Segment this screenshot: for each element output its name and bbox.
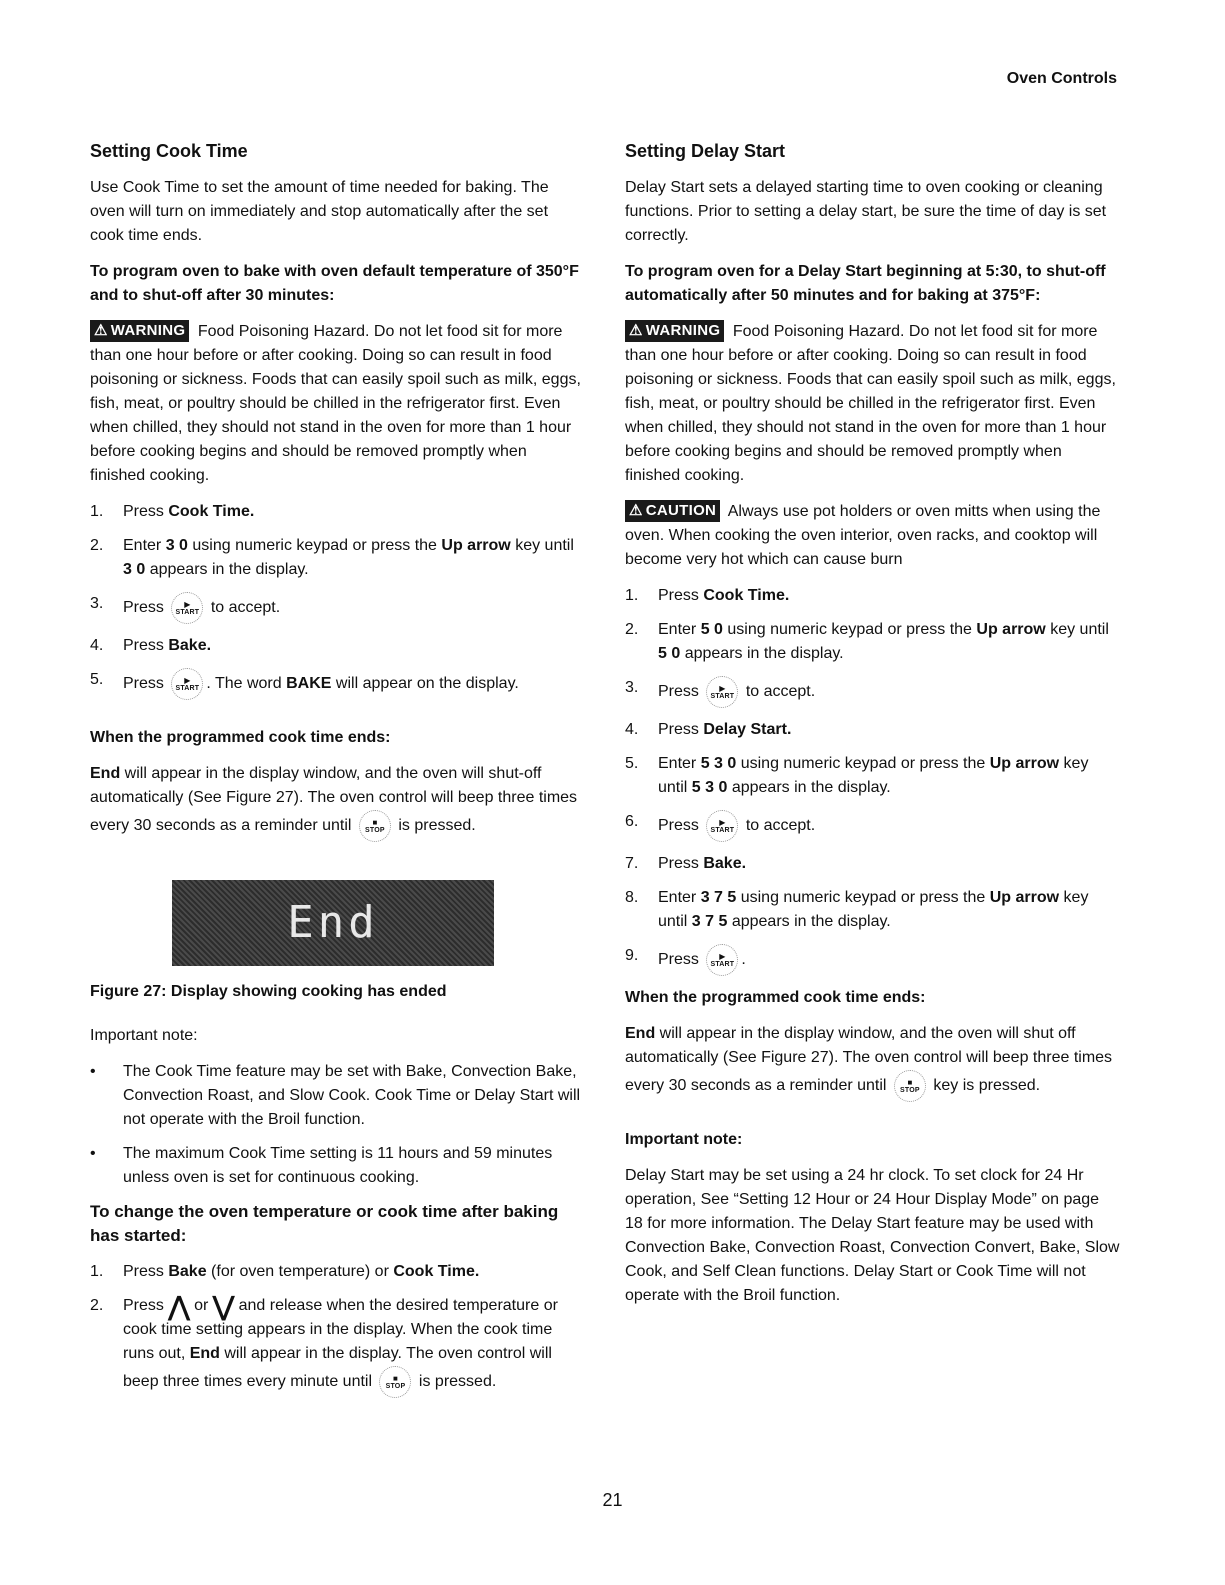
down-arrow-icon: ⋁	[212, 1290, 235, 1321]
change-heading: To change the oven temperature or cook time after baking has started:	[90, 1202, 559, 1245]
cook-time-ends-text: End will appear in the display window, and the oven will shut-off automatically (See Figure 27). The oven control will beep three times every 30 seconds as a reminder until ■ STOP is pressed.	[90, 762, 585, 842]
page-header: Oven Controls	[1006, 70, 1117, 87]
list-item: 5. Press ▶ START . The word BAKE will appear on the display.	[90, 668, 585, 700]
list-item: 6. Press ▶ START to accept.	[625, 810, 1120, 842]
delay-start-intro: Delay Start sets a delayed starting time to oven cooking or cleaning functions. Prior to setting a delay start, be sure the time of day is set correctly.	[625, 179, 1107, 244]
list-item: 9. Press ▶ START .	[625, 944, 1120, 976]
start-button-icon: ▶ START	[706, 944, 738, 976]
list-item: 3. Press ▶ START to accept.	[625, 676, 1120, 708]
start-button-icon: ▶ START	[171, 668, 203, 700]
figure-caption: Figure 27: Display showing cooking has ended	[90, 983, 447, 1000]
warning-badge: ⚠ WARNING	[90, 320, 189, 342]
cook-time-intro: Use Cook Time to set the amount of time needed for baking. The oven will turn on immediately and stop automatically after the set cook time ends.	[90, 179, 549, 244]
caution-badge: ⚠ CAUTION	[625, 500, 720, 522]
warning-triangle-icon: ⚠	[629, 322, 643, 339]
list-item: 5. Enter 5 3 0 using numeric keypad or press the Up arrow key until 5 3 0 appears in the display.	[625, 755, 1089, 796]
up-arrow-icon: ⋀	[168, 1290, 190, 1321]
caution-triangle-icon: ⚠	[629, 502, 643, 519]
right-warning: ⚠ WARNING Food Poisoning Hazard. Do not let food sit for more than one hour before or after cooking. Doing so can result in food poisoning or sickness. Foods that can easily spoil such as milk, eggs, fish, meat, or poultry should be chilled in the refrigerator first. Even when chilled, they should not stand in the oven for more than 1 hour before cooking begins and should be removed promptly when finished cooking.	[625, 322, 1116, 484]
start-button-icon: ▶ START	[706, 810, 738, 842]
left-note-heading: Important note:	[90, 1027, 198, 1044]
display-text: End	[287, 897, 379, 948]
list-item: 7. Press Bake.	[625, 855, 747, 872]
start-button-icon: ▶ START	[171, 592, 203, 624]
list-item: • The Cook Time feature may be set with Bake, Convection Bake, Convection Roast, and Slow Cook. Cook Time or Delay Start will not operate with the Broil function.	[90, 1060, 585, 1132]
left-notes	[90, 1060, 585, 1190]
list-item: 4. Press Delay Start.	[625, 721, 792, 738]
start-button-icon: ▶ START	[706, 676, 738, 708]
delay-start-steps	[625, 584, 1120, 976]
delay-ends-heading: When the programmed cook time ends:	[625, 989, 926, 1006]
cook-time-ends-heading: When the programmed cook time ends:	[90, 729, 391, 746]
cook-time-title: Setting Cook Time	[90, 141, 248, 161]
list-item: 1. Press Cook Time.	[90, 503, 255, 520]
list-item: 2. Enter 3 0 using numeric keypad or press the Up arrow key until 3 0 appears in the display.	[90, 537, 574, 578]
list-item: 2. Press ⋀ or ⋁ and release when the desired temperature or cook time setting appears in the display. When the cook time runs out, End will appear in the display. The oven control will beep three times every minute until ■ STOP is pressed.	[90, 1294, 585, 1398]
left-column	[90, 140, 585, 1408]
delay-ends-text: End will appear in the display window, and the oven will shut off automatically (See Figure 27). The oven control will beep three times every 30 seconds as a reminder until ■ STOP key is pressed.	[625, 1022, 1120, 1102]
list-item: 8. Enter 3 7 5 using numeric keypad or press the Up arrow key until 3 7 5 appears in the display.	[625, 889, 1089, 930]
right-column	[625, 140, 1120, 1320]
end-display-figure	[172, 880, 494, 966]
warning-badge: ⚠ WARNING	[625, 320, 724, 342]
stop-button-icon: ■ STOP	[359, 810, 391, 842]
list-item: 2. Enter 5 0 using numeric keypad or press the Up arrow key until 5 0 appears in the display.	[625, 621, 1109, 662]
delay-start-program-heading: To program oven for a Delay Start beginning at 5:30, to shut-off automatically after 50 minutes and for baking at 375°F:	[625, 263, 1106, 304]
list-item: • The maximum Cook Time setting is 11 hours and 59 minutes unless oven is set for continuous cooking.	[90, 1142, 585, 1190]
warning-triangle-icon: ⚠	[94, 322, 108, 339]
cook-time-steps	[90, 500, 585, 700]
list-item: 4. Press Bake.	[90, 637, 212, 654]
change-steps	[90, 1260, 585, 1398]
right-note-heading: Important note:	[625, 1131, 743, 1148]
list-item: 1. Press Cook Time.	[625, 587, 790, 604]
right-caution: ⚠ CAUTION Always use pot holders or oven mitts when using the oven. When cooking the oven interior, oven racks, and cooktop will become very hot which can cause burn	[625, 502, 1101, 568]
right-note-text: Delay Start may be set using a 24 hr clock. To set clock for 24 Hr operation, See “Setting 12 Hour or 24 Hour Display Mode” on page 18 for more information. The Delay Start feature may be used with Convection Bake, Convection Roast, Convection Convert, Bake, Slow Cook, and Self Clean functions. Delay Start or Cook Time will not operate with the Broil function.	[625, 1167, 1120, 1304]
delay-start-title: Setting Delay Start	[625, 141, 786, 161]
stop-button-icon: ■ STOP	[894, 1070, 926, 1102]
left-warning: ⚠ WARNING Food Poisoning Hazard. Do not let food sit for more than one hour before or after cooking. Doing so can result in food poisoning or sickness. Foods that can easily spoil such as milk, eggs, fish, meat, or poultry should be chilled in the refrigerator first. Even when chilled, they should not stand in the oven for more than 1 hour before cooking begins and should be removed promptly when finished cooking.	[90, 322, 581, 484]
page-number: 21	[602, 1490, 623, 1510]
list-item: 3. Press ▶ START to accept.	[90, 592, 585, 624]
list-item: 1. Press Bake (for oven temperature) or Cook Time.	[90, 1263, 480, 1280]
cook-time-program-heading: To program oven to bake with oven default temperature of 350°F and to shut-off after 30 minutes:	[90, 263, 579, 304]
stop-button-icon: ■ STOP	[379, 1366, 411, 1398]
